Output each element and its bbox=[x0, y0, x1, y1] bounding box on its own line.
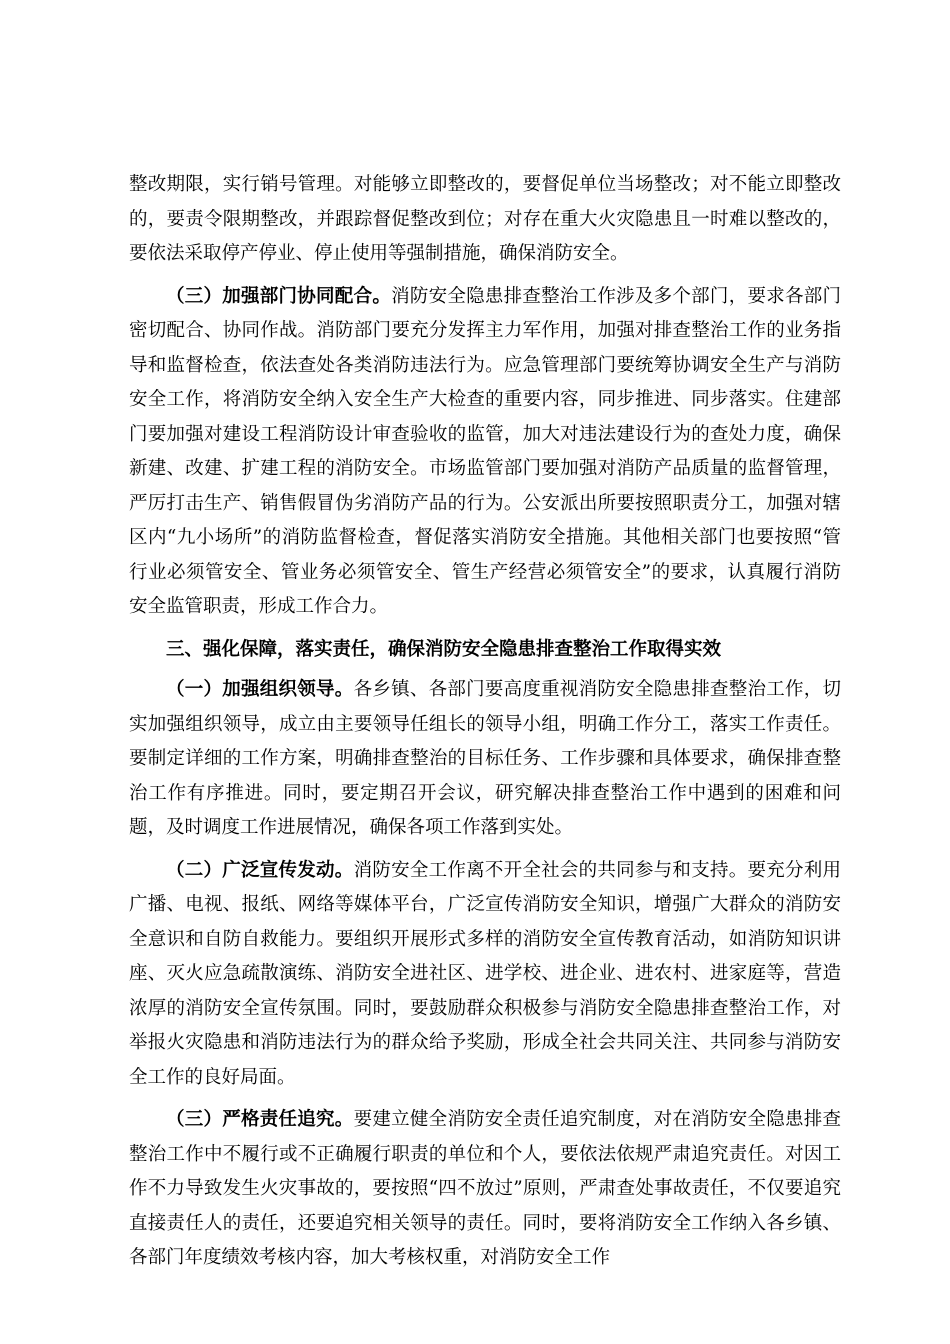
paragraph-organization-leadership bbox=[129, 673, 841, 846]
paragraph-text: 消防安全隐患排查整治工作涉及多个部门，要求各部门密切配合、协同作战。消防部门要充分发挥主力军作用，加强对排查整治工作的业务指导和监督检查，依法查处各类消防违法行为。应急管理部门要统筹协调安全生产与消防安全工作，将消防安全纳入安全生产大检查的重要内容，同步推进、同步落实。住建部门要加强对建设工程消防设计审查验收的监管，加大对违法建设行为的查处力度，确保新建、改建、扩建工程的消防安全。市场监管部门要加强对消防产品质量的监督管理，严厉打击生产、销售假冒伪劣消防产品的行为。公安派出所要按照职责分工，加强对辖区内“九小场所”的消防监督检查，督促落实消防安全措施。其他相关部门也要按照“管行业必须管安全、管业务必须管安全、管生产经营必须管安全”的要求，认真履行消防安全监管职责，形成工作合力。 bbox=[129, 285, 841, 617]
document-body bbox=[129, 168, 841, 1284]
paragraph-heading: （一）加强组织领导。 bbox=[166, 679, 354, 700]
paragraph-accountability bbox=[129, 1103, 841, 1276]
paragraph-continuation bbox=[129, 168, 841, 272]
paragraph-text: 消防安全工作离不开全社会的共同参与和支持。要充分利用广播、电视、报纸、网络等媒体平台，广泛宣传消防安全知识，增强广大群众的消防安全意识和自防自救能力。要组织开展形式多样的消防安全宣传教育活动，如消防知识讲座、灭火应急疏散演练、消防安全进社区、进学校、进企业、进农村、进家庭等，营造浓厚的消防安全宣传氛围。同时，要鼓励群众积极参与消防安全隐患排查整治工作，对举报火灾隐患和消防违法行为的群众给予奖励，形成全社会共同关注、共同参与消防安全工作的良好局面。 bbox=[129, 859, 841, 1088]
paragraph-heading: （三）严格责任追究。 bbox=[166, 1109, 354, 1130]
paragraph-heading: （二）广泛宣传发动。 bbox=[166, 859, 354, 881]
paragraph-text: 各乡镇、各部门要高度重视消防安全隐患排查整治工作，切实加强组织领导，成立由主要领导任组长的领导小组，明确工作分工，落实工作责任。要制定详细的工作方案，明确排查整治的目标任务、工作步骤和具体要求，确保排查整治工作有序推进。同时，要定期召开会议，研究解决排查整治工作中遇到的困难和问题，及时调度工作进展情况，确保各项工作落到实处。 bbox=[129, 679, 841, 838]
paragraph-text: 整改期限，实行销号管理。对能够立即整改的，要督促单位当场整改；对不能立即整改的，要责令限期整改，并跟踪督促整改到位；对存在重大火灾隐患且一时难以整改的，要依法采取停产停业、停止使用等强制措施，确保消防安全。 bbox=[129, 174, 841, 264]
paragraph-heading: （三）加强部门协同配合。 bbox=[166, 285, 392, 307]
paragraph-text: 要建立健全消防安全责任追究制度，对在消防安全隐患排查整治工作中不履行或不正确履行职责的单位和个人，要依法依规严肃追究责任。对因工作不力导致发生火灾事故的，要按照“四不放过”原则，严肃查处事故责任，不仅要追究直接责任人的责任，还要追究相关领导的责任。同时，要将消防安全工作纳入各乡镇、各部门年度绩效考核内容，加大考核权重，对消防安全工作 bbox=[129, 1109, 841, 1268]
paragraph-department-coordination bbox=[129, 280, 841, 625]
section-title: 三、强化保障，落实责任，确保消防安全隐患排查整治工作取得实效 bbox=[166, 638, 722, 660]
paragraph-publicity bbox=[129, 854, 841, 1096]
